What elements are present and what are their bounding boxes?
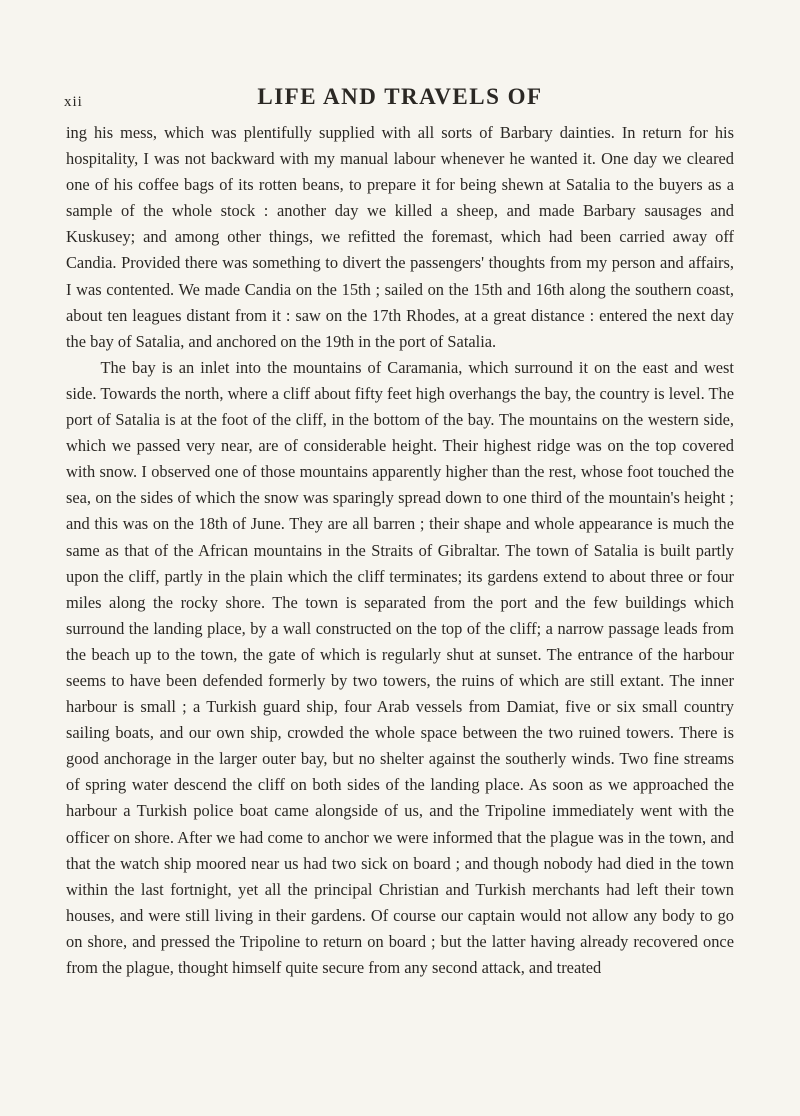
running-head xyxy=(64,84,736,120)
paragraph-continued: ing his mess, which was plentifully supplied with all sorts of Barbary dainties. In return for his hospitality, I was not backward with my manual labour whenever he wanted it. One day we cleared one of his coffee bags of its rotten beans, to prepare it for being shewn at Satalia to the buyers as a sample of the whole stock : another day we killed a sheep, and made Barbary sausages and Kuskusey; and among other things, we refitted the foremast, which had been carried away off Candia. Provided there was something to divert the passengers' thoughts from my person and affairs, I was contented. We made Candia on the 15th ; sailed on the 15th and 16th along the southern coast, about ten leagues distant from it : saw on the 17th Rhodes, at a great distance : entered the next day the bay of Satalia, and anchored on the 19th in the port of Satalia. xyxy=(66,123,734,351)
body-text xyxy=(66,120,734,981)
paragraph: The bay is an inlet into the mountains of Caramania, which surround it on the east and west side. Towards the north, where a cliff about fifty feet high overhangs the bay, the country is level. The port of Satalia is at the foot of the cliff, in the bottom of the bay. The mountains on the western side, which we passed very near, are of considerable height. Their highest ridge was on the top covered with snow. I observed one of those mountains apparently higher than the rest, whose foot touched the sea, on the sides of which the snow was sparingly spread down to one third of the mountain's height ; and this was on the 18th of June. They are all barren ; their shape and whole appearance is much the same as that of the African mountains in the Straits of Gibraltar. The town of Satalia is built partly upon the cliff, partly in the plain which the cliff terminates; its gardens extend to about three or four miles along the rocky shore. The town is separated from the port and the few buildings which surround the landing place, by a wall constructed on the top of the cliff; a narrow passage leads from the beach up to the town, the gate of which is regularly shut at sunset. The entrance of the harbour seems to have been defended formerly by two towers, the ruins of which are still extant. The inner harbour is small ; a Turkish guard ship, four Arab vessels from Damiat, five or six small country sailing boats, and our own ship, crowded the whole space between the two ruined towers. There is good anchorage in the larger outer bay, but no shelter against the southerly winds. Two fine streams of spring water descend the cliff on both sides of the landing place. As soon as we approached the harbour a Turkish police boat came alongside of us, and the Tripoline immediately went with the officer on shore. After we had come to anchor we were informed that the plague was in the town, and that the watch ship moored near us had two sick on board ; and though nobody had died in the town within the last fortnight, yet all the principal Christian and Turkish merchants had left their town houses, and were still living in their gardens. Of course our captain would not allow any body to go on shore, and pressed the Tripoline to return on board ; but the latter having already recovered once from the plague, thought himself quite secure from any second attack, and treated xyxy=(66,357,734,977)
page-number: xii xyxy=(64,94,83,110)
running-title: LIFE AND TRAVELS OF xyxy=(257,84,543,109)
